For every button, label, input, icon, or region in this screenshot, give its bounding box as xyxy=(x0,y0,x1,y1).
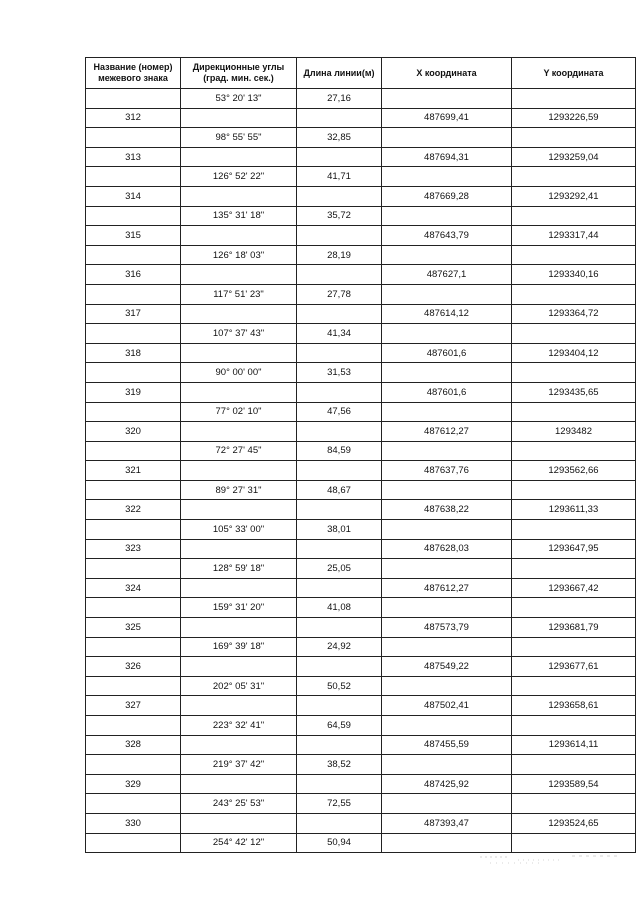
x-coordinate-cell xyxy=(382,284,512,304)
direction-angle-cell xyxy=(181,813,297,833)
x-coordinate-cell: 487612,27 xyxy=(382,422,512,442)
y-coordinate-cell: 1293611,33 xyxy=(512,500,636,520)
line-length-cell: 50,94 xyxy=(297,833,382,853)
x-coordinate-cell: 487614,12 xyxy=(382,304,512,324)
y-coordinate-cell xyxy=(512,363,636,383)
marker-name-cell xyxy=(86,324,181,344)
direction-angle-cell: 219° 37' 42" xyxy=(181,755,297,775)
x-coordinate-cell: 487425,92 xyxy=(382,774,512,794)
table-row xyxy=(86,108,636,128)
direction-angle-cell: 223° 32' 41" xyxy=(181,716,297,736)
scan-noise-marks xyxy=(480,851,620,865)
line-length-cell xyxy=(297,108,382,128)
marker-name-cell: 330 xyxy=(86,813,181,833)
line-length-cell xyxy=(297,382,382,402)
marker-name-cell: 322 xyxy=(86,500,181,520)
x-coordinate-cell: 487699,41 xyxy=(382,108,512,128)
direction-angle-cell xyxy=(181,147,297,167)
table-row xyxy=(86,657,636,677)
table-row xyxy=(86,755,636,775)
x-coordinate-cell xyxy=(382,676,512,696)
y-coordinate-cell: 1293647,95 xyxy=(512,539,636,559)
direction-angle-cell: 77° 02' 10" xyxy=(181,402,297,422)
header-y-coordinate: Y координата xyxy=(512,58,636,89)
marker-name-cell xyxy=(86,128,181,148)
line-length-cell: 38,01 xyxy=(297,520,382,540)
y-coordinate-cell: 1293482 xyxy=(512,422,636,442)
x-coordinate-cell xyxy=(382,167,512,187)
marker-name-cell: 329 xyxy=(86,774,181,794)
direction-angle-cell: 254° 42' 12" xyxy=(181,833,297,853)
marker-name-cell: 325 xyxy=(86,618,181,638)
x-coordinate-cell: 487638,22 xyxy=(382,500,512,520)
marker-name-cell: 318 xyxy=(86,343,181,363)
table-row xyxy=(86,304,636,324)
direction-angle-cell xyxy=(181,343,297,363)
y-coordinate-cell: 1293562,66 xyxy=(512,461,636,481)
line-length-cell xyxy=(297,461,382,481)
direction-angle-cell: 105° 33' 00" xyxy=(181,520,297,540)
line-length-cell xyxy=(297,539,382,559)
x-coordinate-cell: 487643,79 xyxy=(382,226,512,246)
x-coordinate-cell xyxy=(382,794,512,814)
marker-name-cell xyxy=(86,245,181,265)
table-row xyxy=(86,716,636,736)
x-coordinate-cell: 487669,28 xyxy=(382,186,512,206)
y-coordinate-cell xyxy=(512,167,636,187)
direction-angle-cell xyxy=(181,774,297,794)
line-length-cell xyxy=(297,265,382,285)
y-coordinate-cell xyxy=(512,637,636,657)
y-coordinate-cell: 1293589,54 xyxy=(512,774,636,794)
line-length-cell xyxy=(297,147,382,167)
line-length-cell xyxy=(297,696,382,716)
y-coordinate-cell xyxy=(512,716,636,736)
direction-angle-cell xyxy=(181,265,297,285)
table-row xyxy=(86,500,636,520)
table-row xyxy=(86,833,636,853)
table-row xyxy=(86,598,636,618)
y-coordinate-cell: 1293614,11 xyxy=(512,735,636,755)
line-length-cell: 72,55 xyxy=(297,794,382,814)
y-coordinate-cell: 1293677,61 xyxy=(512,657,636,677)
marker-name-cell: 316 xyxy=(86,265,181,285)
x-coordinate-cell: 487601,6 xyxy=(382,382,512,402)
x-coordinate-cell xyxy=(382,598,512,618)
table-row xyxy=(86,402,636,422)
direction-angle-cell: 202° 05' 31" xyxy=(181,676,297,696)
marker-name-cell: 327 xyxy=(86,696,181,716)
y-coordinate-cell xyxy=(512,89,636,109)
y-coordinate-cell: 1293364,72 xyxy=(512,304,636,324)
x-coordinate-cell xyxy=(382,206,512,226)
line-length-cell: 27,78 xyxy=(297,284,382,304)
x-coordinate-cell xyxy=(382,755,512,775)
x-coordinate-cell xyxy=(382,402,512,422)
table-row xyxy=(86,206,636,226)
x-coordinate-cell xyxy=(382,128,512,148)
x-coordinate-cell xyxy=(382,520,512,540)
line-length-cell: 47,56 xyxy=(297,402,382,422)
y-coordinate-cell: 1293226,59 xyxy=(512,108,636,128)
table-row xyxy=(86,461,636,481)
y-coordinate-cell: 1293667,42 xyxy=(512,578,636,598)
line-length-cell: 50,52 xyxy=(297,676,382,696)
y-coordinate-cell xyxy=(512,206,636,226)
marker-name-cell xyxy=(86,520,181,540)
table-row xyxy=(86,441,636,461)
line-length-cell xyxy=(297,304,382,324)
table-header-row xyxy=(86,58,636,89)
x-coordinate-cell xyxy=(382,363,512,383)
x-coordinate-cell xyxy=(382,833,512,853)
direction-angle-cell xyxy=(181,500,297,520)
direction-angle-cell: 128° 59' 18" xyxy=(181,559,297,579)
line-length-cell: 25,05 xyxy=(297,559,382,579)
y-coordinate-cell xyxy=(512,794,636,814)
line-length-cell: 24,92 xyxy=(297,637,382,657)
line-length-cell: 32,85 xyxy=(297,128,382,148)
table-row xyxy=(86,618,636,638)
direction-angle-cell xyxy=(181,461,297,481)
y-coordinate-cell: 1293658,61 xyxy=(512,696,636,716)
direction-angle-cell: 159° 31' 20" xyxy=(181,598,297,618)
y-coordinate-cell: 1293681,79 xyxy=(512,618,636,638)
direction-angle-cell xyxy=(181,618,297,638)
x-coordinate-cell: 487601,6 xyxy=(382,343,512,363)
marker-name-cell: 314 xyxy=(86,186,181,206)
x-coordinate-cell xyxy=(382,89,512,109)
table-row xyxy=(86,186,636,206)
line-length-cell xyxy=(297,618,382,638)
x-coordinate-cell: 487502,41 xyxy=(382,696,512,716)
x-coordinate-cell: 487628,03 xyxy=(382,539,512,559)
line-length-cell: 27,16 xyxy=(297,89,382,109)
marker-name-cell xyxy=(86,441,181,461)
x-coordinate-cell xyxy=(382,559,512,579)
table-row xyxy=(86,284,636,304)
y-coordinate-cell xyxy=(512,284,636,304)
y-coordinate-cell: 1293259,04 xyxy=(512,147,636,167)
table-body xyxy=(86,89,636,853)
line-length-cell xyxy=(297,774,382,794)
y-coordinate-cell xyxy=(512,480,636,500)
direction-angle-cell: 169° 39' 18" xyxy=(181,637,297,657)
y-coordinate-cell xyxy=(512,520,636,540)
direction-angle-cell xyxy=(181,304,297,324)
marker-name-cell: 319 xyxy=(86,382,181,402)
y-coordinate-cell xyxy=(512,128,636,148)
direction-angle-cell: 126° 18' 03" xyxy=(181,245,297,265)
header-direction-angle: Дирекционные углы (град. мин. сек.) xyxy=(181,58,297,89)
line-length-cell: 35,72 xyxy=(297,206,382,226)
direction-angle-cell: 243° 25' 53" xyxy=(181,794,297,814)
table-row xyxy=(86,147,636,167)
table-row xyxy=(86,735,636,755)
table-row xyxy=(86,422,636,442)
table-row xyxy=(86,128,636,148)
table-row xyxy=(86,265,636,285)
y-coordinate-cell xyxy=(512,441,636,461)
direction-angle-cell xyxy=(181,578,297,598)
table-row xyxy=(86,676,636,696)
y-coordinate-cell: 1293435,65 xyxy=(512,382,636,402)
line-length-cell xyxy=(297,813,382,833)
x-coordinate-cell xyxy=(382,480,512,500)
table-row xyxy=(86,480,636,500)
line-length-cell xyxy=(297,343,382,363)
table-row xyxy=(86,226,636,246)
marker-name-cell xyxy=(86,559,181,579)
y-coordinate-cell xyxy=(512,245,636,265)
x-coordinate-cell xyxy=(382,441,512,461)
x-coordinate-cell: 487627,1 xyxy=(382,265,512,285)
direction-angle-cell: 90° 00' 00" xyxy=(181,363,297,383)
direction-angle-cell: 126° 52' 22" xyxy=(181,167,297,187)
line-length-cell: 38,52 xyxy=(297,755,382,775)
marker-name-cell: 315 xyxy=(86,226,181,246)
direction-angle-cell: 107° 37' 43" xyxy=(181,324,297,344)
y-coordinate-cell: 1293404,12 xyxy=(512,343,636,363)
marker-name-cell xyxy=(86,89,181,109)
direction-angle-cell xyxy=(181,108,297,128)
x-coordinate-cell: 487612,27 xyxy=(382,578,512,598)
table-row xyxy=(86,245,636,265)
line-length-cell: 41,34 xyxy=(297,324,382,344)
marker-name-cell xyxy=(86,794,181,814)
marker-name-cell: 317 xyxy=(86,304,181,324)
marker-name-cell xyxy=(86,755,181,775)
y-coordinate-cell: 1293317,44 xyxy=(512,226,636,246)
direction-angle-cell xyxy=(181,422,297,442)
line-length-cell xyxy=(297,657,382,677)
line-length-cell: 41,71 xyxy=(297,167,382,187)
marker-name-cell xyxy=(86,206,181,226)
x-coordinate-cell xyxy=(382,245,512,265)
marker-name-cell: 323 xyxy=(86,539,181,559)
table-row xyxy=(86,382,636,402)
x-coordinate-cell: 487637,76 xyxy=(382,461,512,481)
line-length-cell: 28,19 xyxy=(297,245,382,265)
table-row xyxy=(86,520,636,540)
x-coordinate-cell xyxy=(382,637,512,657)
table-row xyxy=(86,813,636,833)
y-coordinate-cell xyxy=(512,755,636,775)
y-coordinate-cell xyxy=(512,559,636,579)
direction-angle-cell xyxy=(181,735,297,755)
marker-name-cell xyxy=(86,480,181,500)
y-coordinate-cell xyxy=(512,598,636,618)
x-coordinate-cell xyxy=(382,324,512,344)
direction-angle-cell: 89° 27' 31" xyxy=(181,480,297,500)
y-coordinate-cell: 1293292,41 xyxy=(512,186,636,206)
line-length-cell xyxy=(297,226,382,246)
y-coordinate-cell xyxy=(512,676,636,696)
table-row xyxy=(86,794,636,814)
direction-angle-cell: 72° 27' 45" xyxy=(181,441,297,461)
marker-name-cell xyxy=(86,284,181,304)
marker-name-cell: 328 xyxy=(86,735,181,755)
direction-angle-cell xyxy=(181,226,297,246)
direction-angle-cell xyxy=(181,539,297,559)
marker-name-cell: 321 xyxy=(86,461,181,481)
y-coordinate-cell: 1293524,65 xyxy=(512,813,636,833)
marker-name-cell: 312 xyxy=(86,108,181,128)
x-coordinate-cell: 487549,22 xyxy=(382,657,512,677)
x-coordinate-cell: 487393,47 xyxy=(382,813,512,833)
table-row xyxy=(86,167,636,187)
marker-name-cell xyxy=(86,716,181,736)
y-coordinate-cell xyxy=(512,324,636,344)
marker-name-cell xyxy=(86,167,181,187)
table-row xyxy=(86,363,636,383)
table-row xyxy=(86,343,636,363)
direction-angle-cell: 135° 31' 18" xyxy=(181,206,297,226)
table-row xyxy=(86,696,636,716)
table-row xyxy=(86,89,636,109)
marker-name-cell xyxy=(86,637,181,657)
line-length-cell xyxy=(297,422,382,442)
line-length-cell xyxy=(297,186,382,206)
x-coordinate-cell: 487694,31 xyxy=(382,147,512,167)
header-line-length: Длина линии(м) xyxy=(297,58,382,89)
marker-name-cell: 324 xyxy=(86,578,181,598)
marker-name-cell xyxy=(86,363,181,383)
table-row xyxy=(86,774,636,794)
marker-name-cell: 320 xyxy=(86,422,181,442)
table-row xyxy=(86,578,636,598)
marker-name-cell xyxy=(86,676,181,696)
marker-name-cell xyxy=(86,833,181,853)
line-length-cell: 48,67 xyxy=(297,480,382,500)
marker-name-cell xyxy=(86,402,181,422)
line-length-cell: 41,08 xyxy=(297,598,382,618)
direction-angle-cell xyxy=(181,696,297,716)
header-marker-name: Название (номер) межевого знака xyxy=(86,58,181,89)
boundary-coordinates-table xyxy=(85,57,636,853)
marker-name-cell: 313 xyxy=(86,147,181,167)
direction-angle-cell xyxy=(181,382,297,402)
line-length-cell: 64,59 xyxy=(297,716,382,736)
x-coordinate-cell: 487455,59 xyxy=(382,735,512,755)
y-coordinate-cell xyxy=(512,402,636,422)
direction-angle-cell: 53° 20' 13" xyxy=(181,89,297,109)
line-length-cell xyxy=(297,735,382,755)
x-coordinate-cell: 487573,79 xyxy=(382,618,512,638)
direction-angle-cell xyxy=(181,186,297,206)
x-coordinate-cell xyxy=(382,716,512,736)
y-coordinate-cell xyxy=(512,833,636,853)
table-row xyxy=(86,324,636,344)
line-length-cell: 31,53 xyxy=(297,363,382,383)
direction-angle-cell xyxy=(181,657,297,677)
header-x-coordinate: X координата xyxy=(382,58,512,89)
line-length-cell xyxy=(297,500,382,520)
direction-angle-cell: 117° 51' 23" xyxy=(181,284,297,304)
table-row xyxy=(86,637,636,657)
line-length-cell: 84,59 xyxy=(297,441,382,461)
marker-name-cell xyxy=(86,598,181,618)
marker-name-cell: 326 xyxy=(86,657,181,677)
line-length-cell xyxy=(297,578,382,598)
table-row xyxy=(86,559,636,579)
direction-angle-cell: 98° 55' 55" xyxy=(181,128,297,148)
table-row xyxy=(86,539,636,559)
y-coordinate-cell: 1293340,16 xyxy=(512,265,636,285)
